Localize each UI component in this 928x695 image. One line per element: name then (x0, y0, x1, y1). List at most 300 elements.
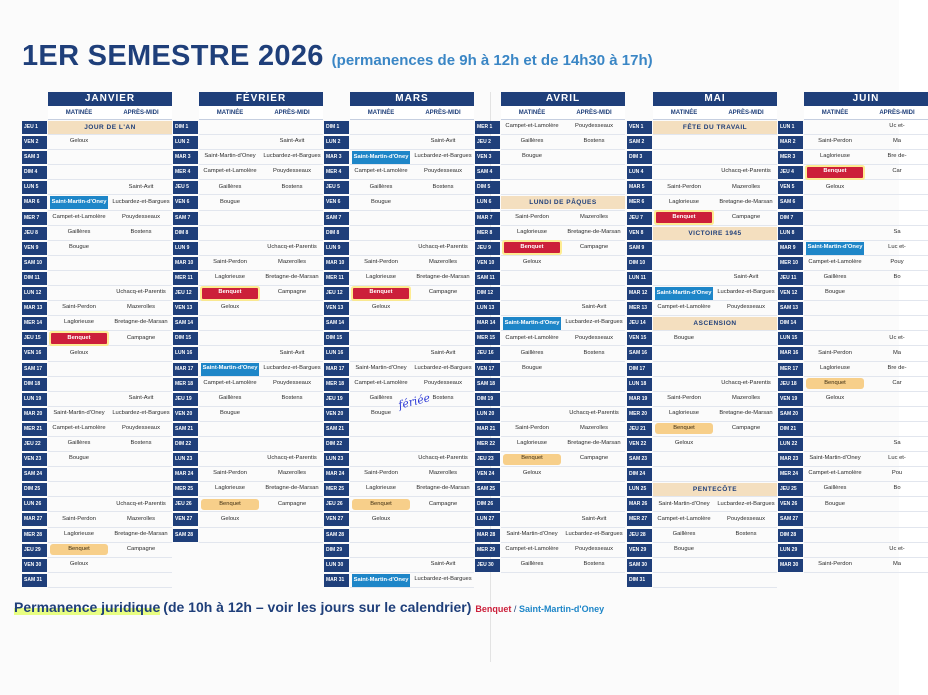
morning-commune: Campet-et-Lamolère (657, 304, 711, 311)
day-row (780, 241, 928, 256)
afternoon-header: APRÈS-MIDI (563, 106, 625, 120)
day-row (24, 437, 172, 452)
day-row (629, 452, 777, 467)
day-label: MAR 24 (173, 468, 198, 481)
afternoon-commune: Lucbardez-et-Bargues (565, 530, 623, 537)
day-row (477, 301, 625, 316)
day-label: MER 21 (22, 423, 47, 436)
day-label: VEN 1 (627, 121, 652, 134)
morning-header: MATINÉE (199, 106, 261, 120)
day-row (629, 543, 777, 558)
day-label: MAR 27 (22, 513, 47, 526)
day-label: LUN 16 (173, 347, 198, 360)
day-label: DIM 21 (778, 423, 803, 436)
day-rows (477, 120, 625, 573)
morning-commune: Gaillères (520, 349, 544, 356)
day-row (780, 165, 928, 180)
legal-permanence-benquet: Benquet (503, 454, 561, 465)
morning-commune: Gaillères (672, 530, 696, 537)
day-label: LUN 25 (627, 483, 652, 496)
afternoon-commune: Lucbardez-et-Bargues (717, 500, 775, 507)
day-label: JEU 1 (22, 121, 47, 134)
day-label: MAR 28 (475, 529, 500, 542)
day-label: LUN 15 (778, 332, 803, 345)
morning-commune: Campet-et-Lamolère (505, 334, 559, 341)
column-subheader (501, 106, 625, 120)
day-row (477, 377, 625, 392)
day-row (629, 165, 777, 180)
day-label: JEU 30 (475, 559, 500, 572)
day-row (629, 135, 777, 150)
day-row (175, 482, 323, 497)
morning-commune: Laglorieuse (64, 319, 94, 326)
day-label: SAM 17 (22, 363, 47, 376)
day-label: DIM 25 (22, 483, 47, 496)
day-row (780, 437, 928, 452)
day-label: VEN 6 (173, 196, 198, 209)
day-rows (780, 120, 928, 573)
day-row (780, 467, 928, 482)
day-label: DIM 14 (778, 317, 803, 330)
day-label: VEN 27 (173, 513, 198, 526)
day-label: MER 15 (475, 332, 500, 345)
day-label: DIM 15 (324, 332, 349, 345)
day-row (780, 135, 928, 150)
day-label: VEN 29 (627, 544, 652, 557)
day-label: VEN 10 (475, 257, 500, 270)
day-label: JEU 5 (324, 181, 349, 194)
morning-commune: Saint-Perdon (364, 470, 398, 477)
day-row (326, 271, 474, 286)
day-label: SAM 18 (475, 378, 500, 391)
day-row (629, 573, 777, 588)
month-header: JANVIER (48, 92, 172, 106)
day-row (24, 301, 172, 316)
day-label: MAR 9 (778, 242, 803, 255)
morning-commune: Campet-et-Lamolère (52, 425, 106, 432)
afternoon-commune: Bretagne-de-Marsan (416, 274, 470, 281)
morning-commune: Campet-et-Lamolère (354, 168, 408, 175)
day-label: MER 14 (22, 317, 47, 330)
day-row (780, 558, 928, 573)
day-label: SAM 25 (475, 483, 500, 496)
morning-commune: Gaillères (67, 228, 91, 235)
day-row (175, 467, 323, 482)
day-label: DIM 8 (173, 227, 198, 240)
afternoon-commune: Mazerolles (126, 515, 156, 522)
day-label: VEN 13 (324, 302, 349, 315)
morning-commune: Saint-Perdon (818, 138, 852, 145)
afternoon-commune: Pouy (890, 259, 904, 266)
afternoon-commune: Bostens (432, 394, 454, 401)
day-row (24, 362, 172, 377)
afternoon-commune: Pouydesseaux (726, 304, 766, 311)
day-row (175, 165, 323, 180)
day-row (629, 150, 777, 165)
morning-commune: Laglorieuse (669, 409, 699, 416)
day-label: LUN 27 (475, 513, 500, 526)
day-label: LUN 16 (324, 347, 349, 360)
day-row (629, 467, 777, 482)
column-subheader (48, 106, 172, 120)
day-row (629, 528, 777, 543)
day-label: JEU 5 (173, 181, 198, 194)
day-label: VEN 17 (475, 363, 500, 376)
morning-commune: Geloux (522, 470, 542, 477)
afternoon-commune: Bretagne-de-Marsan (719, 409, 773, 416)
afternoon-commune: Uc et- (889, 123, 905, 130)
day-row (780, 226, 928, 241)
day-label: DIM 28 (778, 529, 803, 542)
day-row (326, 226, 474, 241)
day-row (477, 316, 625, 331)
day-label: LUN 13 (475, 302, 500, 315)
afternoon-commune: Mazerolles (126, 304, 156, 311)
column-subheader (804, 106, 928, 120)
day-row (780, 180, 928, 195)
day-label: JEU 7 (627, 212, 652, 225)
day-label: DIM 4 (22, 166, 47, 179)
day-label: SAM 3 (22, 151, 47, 164)
day-label: MER 10 (778, 257, 803, 270)
afternoon-commune: Saint-Avit (128, 183, 154, 190)
day-row (477, 211, 625, 226)
morning-header: MATINÉE (804, 106, 866, 120)
holiday-banner: FÊTE DU TRAVAIL (653, 121, 777, 134)
day-row (780, 452, 928, 467)
day-row (629, 512, 777, 527)
month-column (780, 92, 928, 573)
footer-legend (14, 599, 604, 617)
afternoon-commune: Bo (893, 274, 901, 281)
day-label: VEN 16 (22, 347, 47, 360)
day-row (24, 226, 172, 241)
day-label: DIM 31 (627, 574, 652, 587)
month-header: AVRIL (501, 92, 625, 106)
morning-commune: Bougue (825, 500, 845, 507)
legal-permanence-benquet: Benquet (353, 288, 409, 299)
afternoon-commune: Mazerolles (731, 394, 761, 401)
day-row (629, 120, 777, 135)
holiday-banner: PENTECÔTE (653, 483, 777, 496)
day-row (477, 331, 625, 346)
morning-commune: Bougue (825, 289, 845, 296)
footer-benquet: Benquet (475, 604, 512, 614)
afternoon-header: APRÈS-MIDI (110, 106, 172, 120)
day-row (477, 452, 625, 467)
afternoon-commune: Campagne (277, 289, 307, 296)
morning-commune: Gaillères (823, 274, 847, 281)
afternoon-commune: Pouydesseaux (121, 213, 161, 220)
holiday-banner: JOUR DE L'AN (48, 121, 172, 134)
day-row (175, 512, 323, 527)
afternoon-commune: Luc et- (888, 455, 906, 462)
day-label: SAM 21 (173, 423, 198, 436)
day-row (24, 256, 172, 271)
day-label: VEN 5 (778, 181, 803, 194)
afternoon-commune: Ma (892, 560, 902, 567)
day-row (326, 331, 474, 346)
day-label: DIM 12 (475, 287, 500, 300)
afternoon-commune: Car (892, 168, 902, 175)
day-row (326, 437, 474, 452)
day-label: MAR 10 (324, 257, 349, 270)
legal-permanence-benquet: Benquet (655, 423, 713, 434)
afternoon-commune: Pouydesseaux (121, 425, 161, 432)
legal-permanence-saint-martin: Saint-Martin-d'Oney (50, 196, 108, 209)
morning-commune: Saint-Perdon (818, 560, 852, 567)
morning-commune: Saint-Perdon (364, 259, 398, 266)
day-label: VEN 19 (778, 393, 803, 406)
day-label: JEU 11 (778, 272, 803, 285)
afternoon-commune: Bostens (432, 183, 454, 190)
day-label: JEU 18 (778, 378, 803, 391)
month-header: MARS (350, 92, 474, 106)
month-header: JUIN (804, 92, 928, 106)
afternoon-commune: Mazerolles (579, 425, 609, 432)
handwritten-annotation: fériée (396, 391, 432, 412)
day-label: DIM 8 (324, 227, 349, 240)
morning-commune: Bougue (674, 545, 694, 552)
day-label: VEN 26 (778, 498, 803, 511)
day-label: DIM 1 (324, 121, 349, 134)
day-label: JEU 8 (22, 227, 47, 240)
day-row (175, 407, 323, 422)
day-row (477, 346, 625, 361)
day-row (629, 407, 777, 422)
day-row (175, 331, 323, 346)
legal-permanence-saint-martin: Saint-Martin-d'Oney (806, 242, 864, 255)
month-column (477, 92, 625, 573)
day-row (629, 331, 777, 346)
day-row (629, 301, 777, 316)
day-row (629, 211, 777, 226)
day-row (629, 437, 777, 452)
day-row (24, 180, 172, 195)
day-label: MAR 10 (173, 257, 198, 270)
afternoon-commune: Bostens (735, 530, 757, 537)
footer-detail: (de 10h à 12h – voir les jours sur le calendrier) (163, 599, 472, 615)
afternoon-commune: Bretagne-de-Marsan (567, 440, 621, 447)
day-label: LUN 9 (173, 242, 198, 255)
afternoon-commune: Ma (892, 138, 902, 145)
afternoon-commune: Mazerolles (579, 213, 609, 220)
day-row (629, 377, 777, 392)
afternoon-header: APRÈS-MIDI (866, 106, 928, 120)
day-row (326, 543, 474, 558)
afternoon-commune: Pou (891, 470, 903, 477)
day-label: VEN 3 (475, 151, 500, 164)
day-row (780, 316, 928, 331)
day-row (24, 377, 172, 392)
day-row (780, 256, 928, 271)
day-row (326, 316, 474, 331)
day-label: MAR 24 (324, 468, 349, 481)
day-label: SAM 7 (324, 212, 349, 225)
day-row (24, 392, 172, 407)
day-row (477, 558, 625, 573)
day-row (629, 316, 777, 331)
day-row (175, 286, 323, 301)
day-row (24, 452, 172, 467)
day-label: MAR 2 (778, 136, 803, 149)
day-label: DIM 22 (324, 438, 349, 451)
morning-commune: Geloux (69, 138, 89, 145)
day-label: MER 11 (173, 272, 198, 285)
column-subheader (199, 106, 323, 120)
afternoon-commune: Lucbardez-et-Bargues (414, 364, 472, 371)
day-row (326, 135, 474, 150)
legal-permanence-benquet: Benquet (352, 499, 410, 510)
morning-commune: Campet-et-Lamolère (505, 123, 559, 130)
day-row (477, 165, 625, 180)
day-row (326, 362, 474, 377)
day-row (477, 543, 625, 558)
afternoon-commune: Bretagne-de-Marsan (114, 319, 168, 326)
afternoon-commune: Ma (892, 349, 902, 356)
day-label: DIM 17 (627, 363, 652, 376)
morning-commune: Saint-Perdon (667, 394, 701, 401)
day-row (175, 301, 323, 316)
day-label: MAR 17 (173, 363, 198, 376)
afternoon-commune: Bre de- (887, 364, 907, 371)
afternoon-commune: Pouydesseaux (272, 168, 312, 175)
day-row (326, 512, 474, 527)
day-label: SAM 30 (627, 559, 652, 572)
day-label: MER 4 (324, 166, 349, 179)
morning-commune: Saint-Martin-d'Oney (204, 153, 256, 160)
day-label: SAM 21 (324, 423, 349, 436)
day-label: VEN 27 (324, 513, 349, 526)
day-label: MER 3 (778, 151, 803, 164)
day-row (326, 528, 474, 543)
day-row (477, 437, 625, 452)
day-label: SAM 2 (627, 136, 652, 149)
morning-commune: Geloux (674, 440, 694, 447)
day-row (326, 120, 474, 135)
day-label: SAM 4 (475, 166, 500, 179)
morning-commune: Geloux (220, 304, 240, 311)
day-row (780, 301, 928, 316)
afternoon-commune: Lucbardez-et-Bargues (717, 289, 775, 296)
day-label: MER 1 (475, 121, 500, 134)
month-column (629, 92, 777, 588)
afternoon-commune: Saint-Avit (430, 349, 456, 356)
afternoon-commune: Uchacq-et-Parentis (116, 500, 166, 507)
afternoon-commune: Luc et- (888, 243, 906, 250)
afternoon-commune: Bostens (583, 349, 605, 356)
afternoon-commune: Lucbardez-et-Bargues (112, 409, 170, 416)
day-label: LUN 8 (778, 227, 803, 240)
afternoon-commune: Uc et- (889, 334, 905, 341)
day-row (24, 543, 172, 558)
afternoon-commune: Saint-Avit (733, 274, 759, 281)
day-row (629, 241, 777, 256)
afternoon-commune: Campagne (579, 455, 609, 462)
day-label: LUN 22 (778, 438, 803, 451)
day-label: MER 25 (173, 483, 198, 496)
day-label: DIM 5 (475, 181, 500, 194)
morning-commune: Campet-et-Lamolère (808, 470, 862, 477)
afternoon-commune: Saint-Avit (279, 138, 305, 145)
morning-commune: Laglorieuse (820, 153, 850, 160)
day-label: JEU 12 (173, 287, 198, 300)
afternoon-header: APRÈS-MIDI (715, 106, 777, 120)
day-row (24, 120, 172, 135)
afternoon-commune: Bostens (130, 228, 152, 235)
morning-commune: Geloux (371, 304, 391, 311)
day-label: DIM 19 (475, 393, 500, 406)
morning-commune: Saint-Perdon (62, 515, 96, 522)
afternoon-header: APRÈS-MIDI (261, 106, 323, 120)
morning-commune: Geloux (371, 515, 391, 522)
afternoon-commune: Car (892, 379, 902, 386)
afternoon-commune: Pouydesseaux (423, 379, 463, 386)
day-row (477, 407, 625, 422)
afternoon-commune: Campagne (428, 500, 458, 507)
day-label: MER 28 (22, 529, 47, 542)
holiday-banner: LUNDI DE PÂQUES (501, 196, 625, 209)
morning-commune: Saint-Perdon (213, 259, 247, 266)
day-row (629, 422, 777, 437)
day-label: JEU 19 (173, 393, 198, 406)
day-row (24, 497, 172, 512)
afternoon-commune: Uchacq-et-Parentis (721, 168, 771, 175)
morning-commune: Saint-Perdon (62, 304, 96, 311)
day-row (477, 392, 625, 407)
day-label: VEN 24 (475, 468, 500, 481)
day-label: MAR 26 (627, 498, 652, 511)
day-row (24, 422, 172, 437)
afternoon-commune: Uchacq-et-Parentis (721, 379, 771, 386)
day-label: DIM 1 (173, 121, 198, 134)
day-row (175, 497, 323, 512)
day-label: JEU 16 (475, 347, 500, 360)
day-row (175, 271, 323, 286)
afternoon-commune: Lucbardez-et-Bargues (263, 153, 321, 160)
day-label: LUN 1 (778, 121, 803, 134)
day-row (175, 346, 323, 361)
day-label: MAR 5 (627, 181, 652, 194)
day-label: JEU 12 (324, 287, 349, 300)
afternoon-commune: Campagne (731, 425, 761, 432)
afternoon-commune: Saint-Avit (430, 138, 456, 145)
day-label: SAM 14 (324, 317, 349, 330)
morning-commune: Laglorieuse (215, 485, 245, 492)
day-row (477, 512, 625, 527)
day-row (326, 195, 474, 210)
day-label: DIM 29 (324, 544, 349, 557)
day-label: JEU 14 (627, 317, 652, 330)
day-row (326, 256, 474, 271)
afternoon-commune: Bretagne-de-Marsan (416, 485, 470, 492)
afternoon-commune: Pouydesseaux (726, 515, 766, 522)
day-row (24, 271, 172, 286)
day-label: MER 4 (173, 166, 198, 179)
day-label: SAM 9 (627, 242, 652, 255)
day-row (175, 528, 323, 543)
day-row (24, 331, 172, 346)
afternoon-commune: Mazerolles (428, 470, 458, 477)
day-label: LUN 9 (324, 242, 349, 255)
day-row (24, 165, 172, 180)
day-row (326, 407, 474, 422)
afternoon-commune: Bretagne-de-Marsan (265, 274, 319, 281)
day-row (780, 346, 928, 361)
day-label: VEN 23 (22, 453, 47, 466)
afternoon-commune: Mazerolles (731, 183, 761, 190)
day-row (24, 150, 172, 165)
